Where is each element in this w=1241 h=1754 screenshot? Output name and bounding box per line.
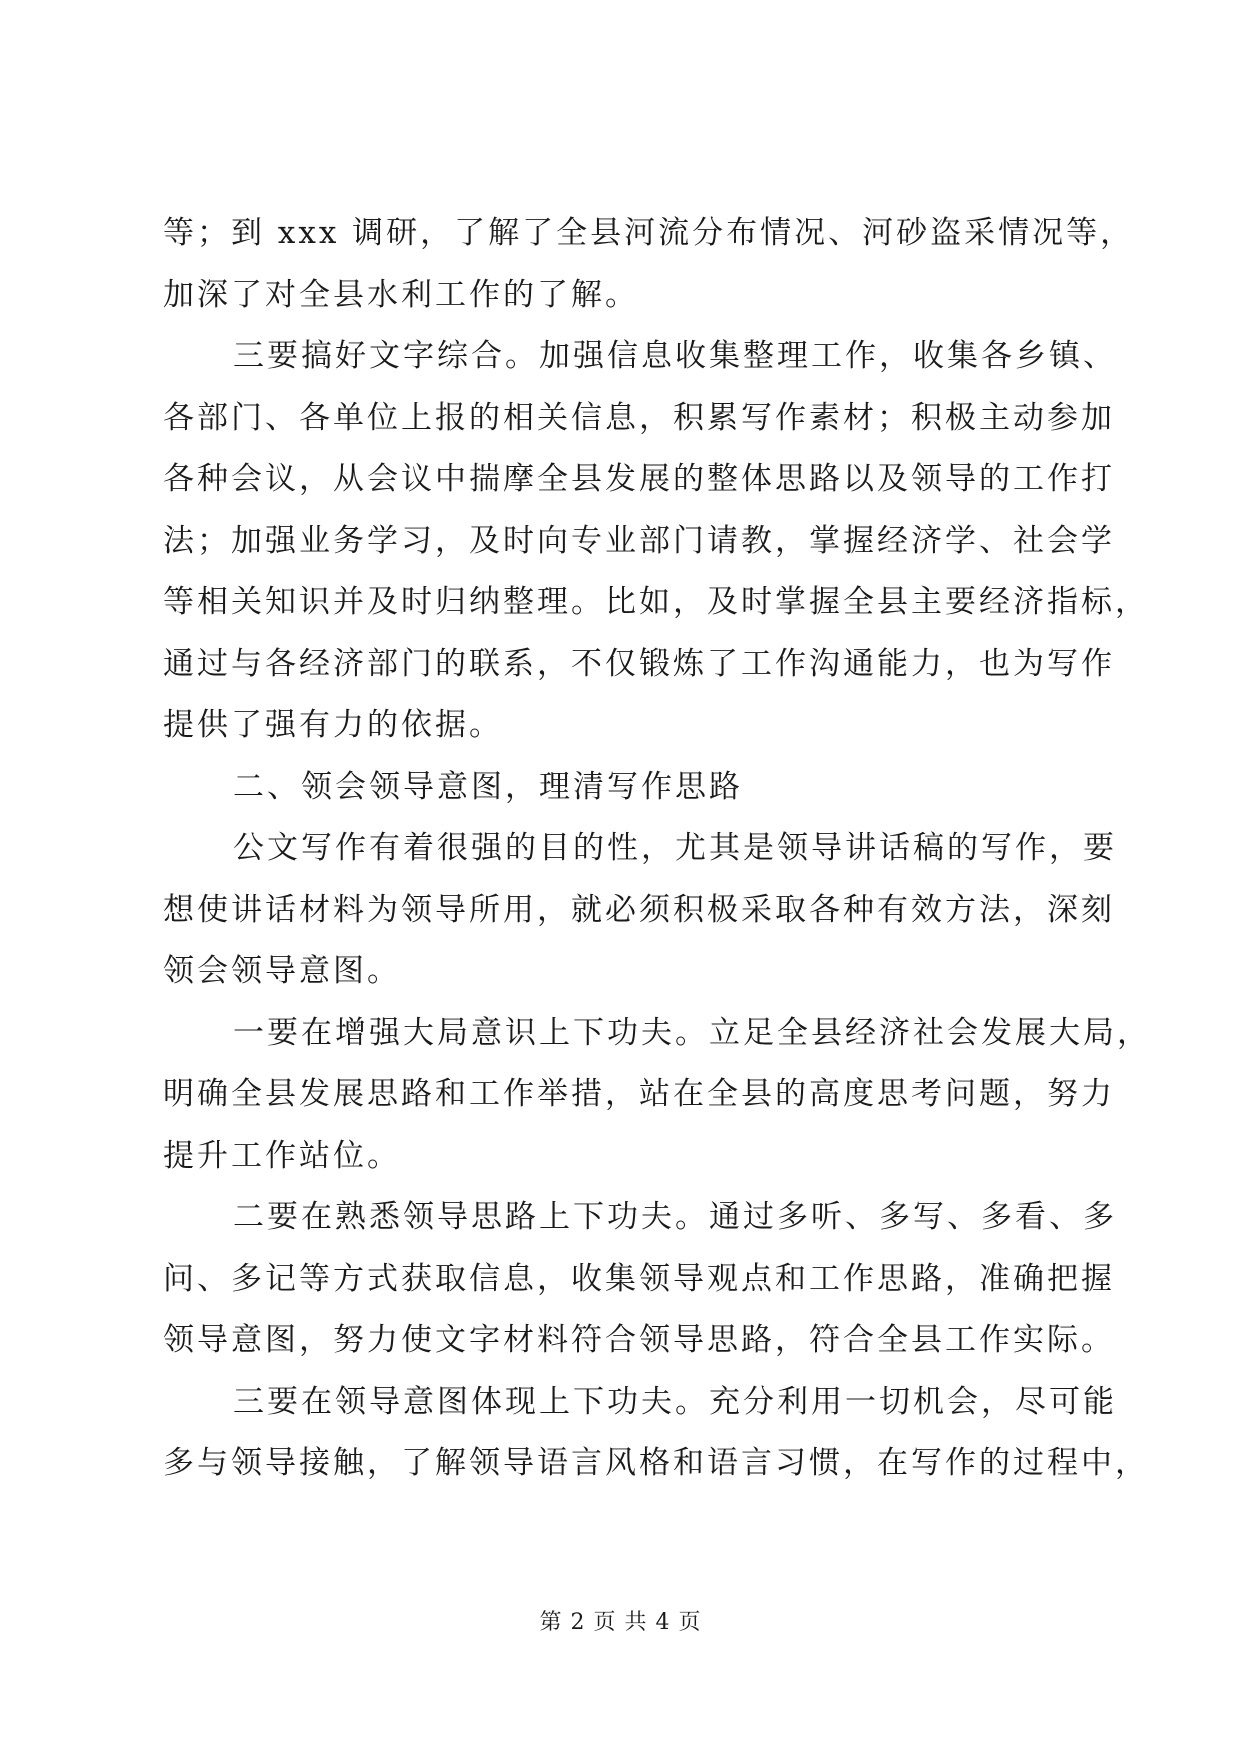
paragraph-start-line: 三要在领导意图体现上下功夫。充分利用一切机会，尽可能 xyxy=(233,1383,1117,1420)
text-line: 各种会议，从会议中揣摩全县发展的整体思路以及领导的工作打 xyxy=(163,461,1115,497)
text-line: 等；到 xxx 调研，了解了全县河流分布情况、河砂盗采情况等， xyxy=(163,215,1135,251)
text-line: 提升工作站位。 xyxy=(163,1137,401,1174)
text-line: 等相关知识并及时归纳整理。比如，及时掌握全县主要经济指标， xyxy=(163,584,1149,620)
text-line: 提供了强有力的依据。 xyxy=(163,707,503,743)
text-line: 通过与各经济部门的联系，不仅锻炼了工作沟通能力，也为写作 xyxy=(163,645,1115,682)
page-number-footer: 第 2 页 共 4 页 xyxy=(539,1610,702,1635)
text-line: 明确全县发展思路和工作举措，站在全县的高度思考问题，努力 xyxy=(163,1076,1115,1112)
text-line: 领导意图，努力使文字材料符合领导思路，符合全县工作实际。 xyxy=(163,1322,1115,1358)
text-line: 问、多记等方式获取信息，收集领导观点和工作思路，准确把握 xyxy=(163,1260,1115,1297)
paragraph-start-line: 三要搞好文字综合。加强信息收集整理工作，收集各乡镇、 xyxy=(233,338,1117,374)
text-line: 多与领导接触，了解领导语言风格和语言习惯，在写作的过程中， xyxy=(163,1445,1149,1481)
paragraph-start-line: 公文写作有着很强的目的性，尤其是领导讲话稿的写作，要 xyxy=(233,830,1117,866)
text-line: 领会领导意图。 xyxy=(163,953,401,989)
paragraph-start-line: 二要在熟悉领导思路上下功夫。通过多听、多写、多看、多 xyxy=(233,1199,1117,1235)
text-line: 加深了对全县水利工作的了解。 xyxy=(163,276,639,313)
section-heading: 二、领会领导意图，理清写作思路 xyxy=(233,768,743,805)
paragraph-start-line: 一要在增强大局意识上下功夫。立足全县经济社会发展大局， xyxy=(233,1014,1151,1051)
text-line: 法；加强业务学习，及时向专业部门请教，掌握经济学、社会学 xyxy=(163,522,1115,559)
text-line: 各部门、各单位上报的相关信息，积累写作素材；积极主动参加 xyxy=(163,399,1115,436)
text-line: 想使讲话材料为领导所用，就必须积极采取各种有效方法，深刻 xyxy=(163,891,1115,928)
document-body xyxy=(163,203,1151,1495)
